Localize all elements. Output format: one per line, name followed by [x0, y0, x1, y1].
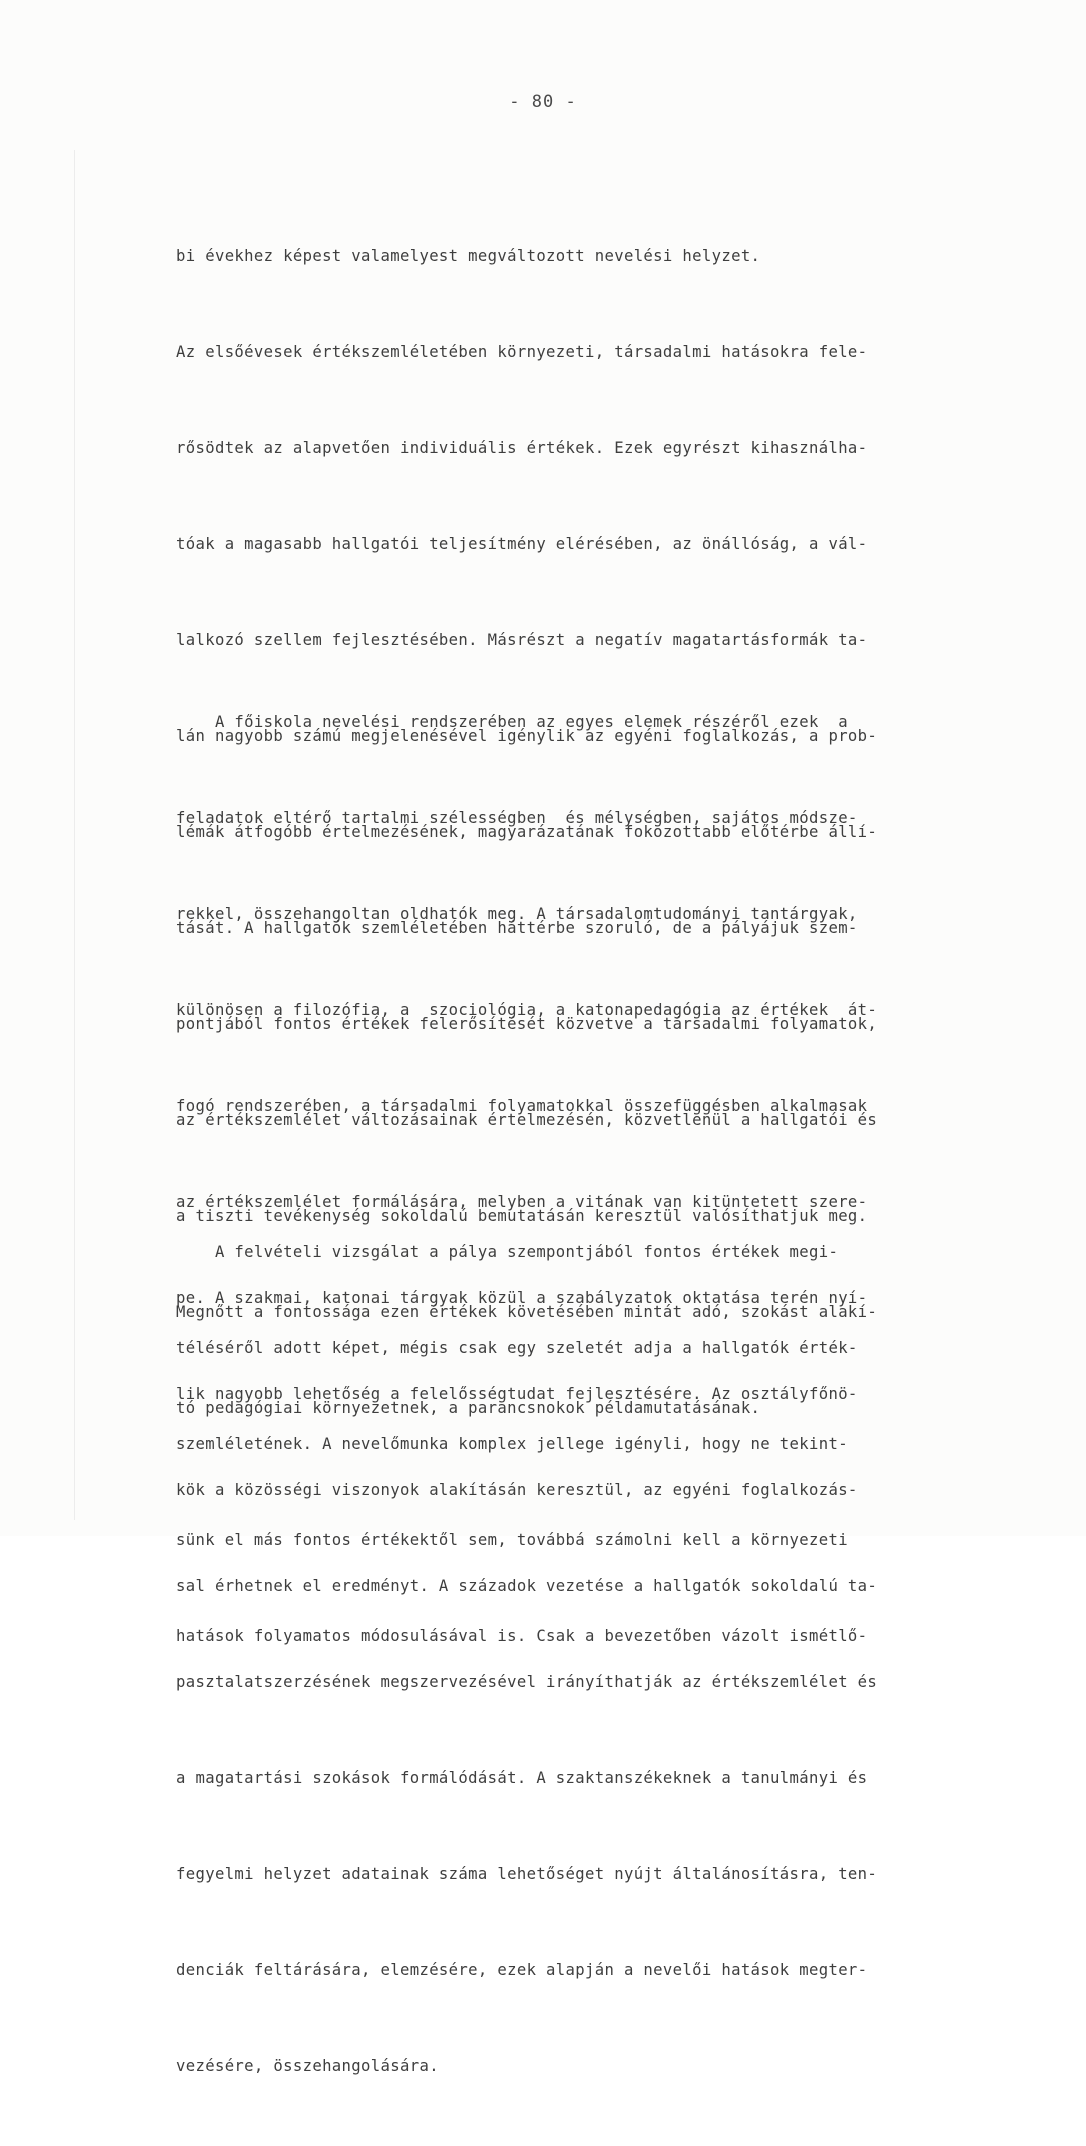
text-line: tó pedagógiai környezetnek, a parancsnokok példamutatásának. — [176, 1399, 761, 1417]
text-line: lán nagyobb számú megjelenésével igénylik az egyéni foglalkozás, a prob- — [176, 727, 878, 745]
text-line: sünk el más fontos értékektől sem, továbbá számolni kell a környezeti — [176, 1531, 848, 1549]
text-line: rekkel, összehangoltan oldhatók meg. A társadalomtudományi tantárgyak, — [176, 905, 858, 923]
text-line: kök a közösségi viszonyok alakításán keresztül, az egyéni foglalkozás- — [176, 1481, 858, 1499]
text-line: a magatartási szokások formálódását. A szaktanszékeknek a tanulmányi és — [176, 1769, 868, 1787]
text-line: rősödtek az alapvetően individuális értékek. Ezek egyrészt kihasználha- — [176, 439, 868, 457]
paragraph-3 — [176, 1172, 956, 1716]
text-line: lik nagyobb lehetőség a felelősségtudat fejlesztésére. Az osztályfőnö- — [176, 1385, 858, 1403]
text-line: feladatok eltérő tartalmi szélességben és mélységben, sajátos módsze- — [176, 809, 858, 827]
text-line: A felvételi vizsgálat a pálya szempontjából fontos értékek megi- — [176, 1243, 839, 1261]
text-line: tóak a magasabb hallgatói teljesítmény elérésében, az önállóság, a vál- — [176, 535, 868, 553]
text-line: sal érhetnek el eredményt. A századok vezetése a hallgatók sokoldalú ta- — [176, 1577, 878, 1595]
text-line: lémák átfogóbb értelmezésének, magyarázatának fokozottabb előtérbe állí- — [176, 823, 878, 841]
text-line: hatások folyamatos módosulásával is. Csak a bevezetőben vázolt ismétlő- — [176, 1627, 868, 1645]
text-line: fegyelmi helyzet adatainak száma lehetőséget nyújt általánosításra, ten- — [176, 1865, 878, 1883]
text-line: Az elsőévesek értékszemléletében környezeti, társadalmi hatásokra fele- — [176, 343, 868, 361]
text-line: lalkozó szellem fejlesztésében. Másrészt a negatív magatartásformák ta- — [176, 631, 868, 649]
text-line: az értékszemlélet változásainak értelmezésén, közvetlenül a hallgatói és — [176, 1111, 878, 1129]
text-line: az értékszemlélet formálására, melyben a vitának van kitüntetett szere- — [176, 1193, 868, 1211]
text-line: denciák feltárására, elemzésére, ezek alapján a nevelői hatások megter- — [176, 1961, 868, 1979]
page-edge-shadow — [74, 150, 75, 1520]
text-line: A főiskola nevelési rendszerében az egyes elemek részéről ezek a — [176, 713, 848, 731]
text-line: szemléletének. A nevelőmunka komplex jellege igényli, hogy ne tekint- — [176, 1435, 848, 1453]
text-line: tását. A hallgatók szemléletében háttérbe szoruló, de a pályájuk szem- — [176, 919, 858, 937]
text-line: vezésére, összehangolására. — [176, 2057, 439, 2075]
text-line: pontjából fontos értékek felerősítését közvetve a társadalmi folyamatok, — [176, 1015, 878, 1033]
text-line: a tiszti tevékenység sokoldalú bemutatásán keresztül valósíthatjuk meg. — [176, 1207, 868, 1225]
text-line: pe. A szakmai, katonai tárgyak közül a szabályzatok oktatása terén nyí- — [176, 1289, 868, 1307]
text-line: Megnőtt a fontossága ezen értékek követésében mintát adó, szokást alakí- — [176, 1303, 878, 1321]
text-line: pasztalatszerzésének megszervezésével irányíthatják az értékszemlélet és — [176, 1673, 878, 1691]
text-line: fogó rendszerében, a társadalmi folyamatokkal összefüggésben alkalmasak — [176, 1097, 868, 1115]
page-number: - 80 - — [509, 92, 577, 112]
text-line: bi évekhez képest valamelyest megváltozott nevelési helyzet. — [176, 247, 761, 265]
text-line: különösen a filozófia, a szociológia, a katonapedagógia az értékek át- — [176, 1001, 878, 1019]
text-line: téléséről adott képet, mégis csak egy szeletét adja a hallgatók érték- — [176, 1339, 858, 1357]
